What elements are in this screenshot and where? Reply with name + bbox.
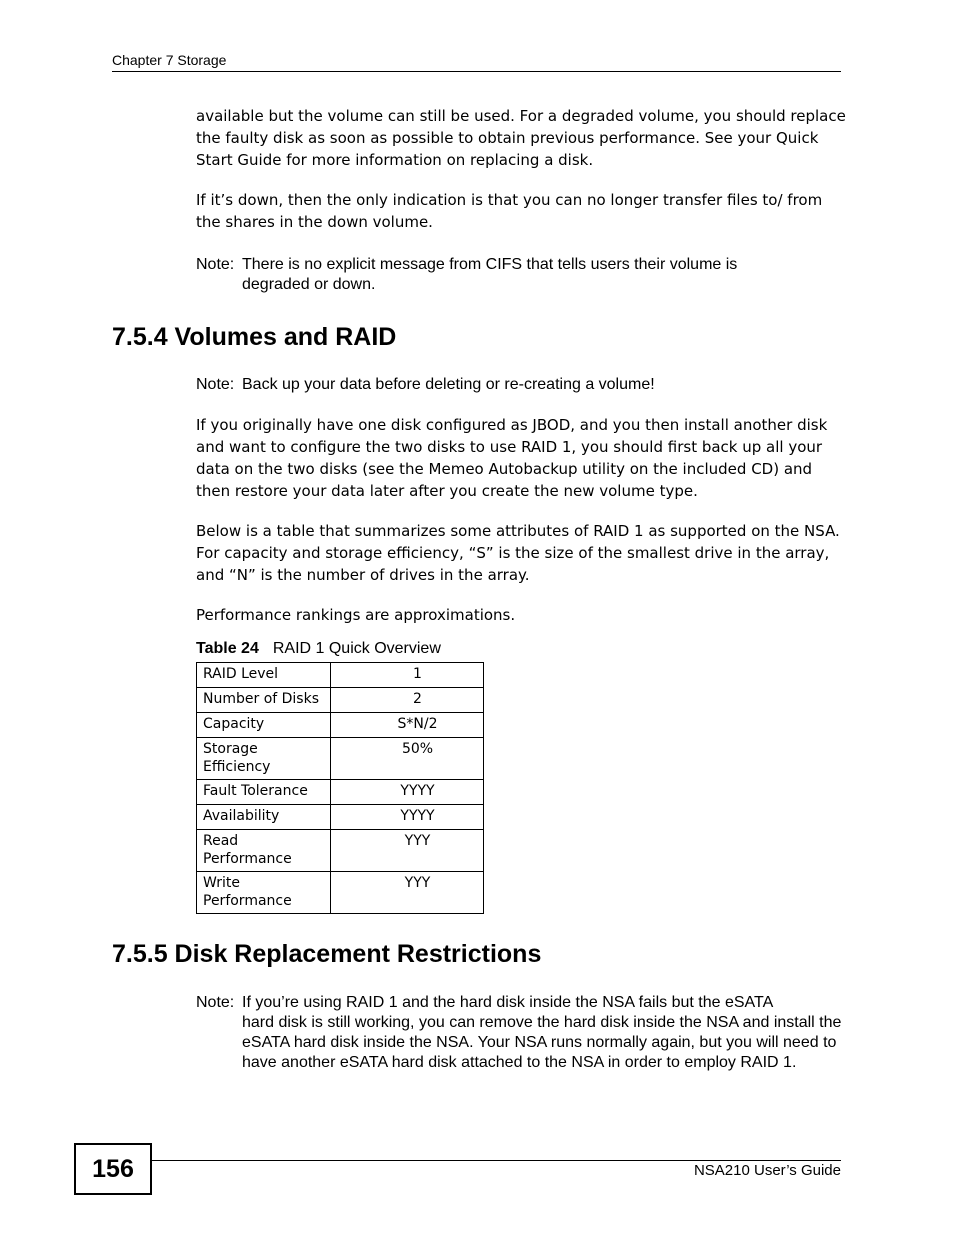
note-label: Note: — [196, 376, 235, 393]
paragraph-rankings: Performance rankings are approximations. — [196, 606, 516, 624]
table-row — [197, 663, 484, 688]
footer-guide-title: NSA210 User’s Guide — [693, 1162, 841, 1179]
section-heading-volumes-raid: 7.5.4 Volumes and RAID — [112, 323, 397, 351]
page-number: 156 — [74, 1143, 152, 1195]
table-caption — [196, 640, 441, 658]
table-cell-label: Capacity — [197, 713, 331, 738]
note-line: There is no explicit message from CIFS that tells users their volume is — [242, 256, 738, 273]
table-row — [197, 830, 484, 872]
table-cell-label: Fault Tolerance — [197, 780, 331, 805]
note-line: If you’re using RAID 1 and the hard disk inside the NSA fails but the eSATA — [242, 994, 774, 1011]
table-cell-value: 2 — [331, 688, 484, 713]
table-cell-label: Read Performance — [197, 830, 331, 872]
intro-paragraph-down: If it’s down, then the only indication is that you can no longer transfer files to/ from the shares in the down volume. — [196, 191, 823, 231]
table-cell-label: Availability — [197, 805, 331, 830]
table-cell-value: YYY — [331, 872, 484, 914]
table-row — [197, 713, 484, 738]
table-cell-label: Number of Disks — [197, 688, 331, 713]
table-row — [197, 805, 484, 830]
paragraph-raid-summary: Below is a table that summarizes some attributes of RAID 1 as supported on the NSA. For capacity and storage efficiency, “S” is the size of the smallest drive in the array, and “N” is the number of drives in the array. — [196, 522, 840, 584]
table-cell-value: YYYY — [331, 805, 484, 830]
footer-divider — [152, 1160, 841, 1161]
paragraph-jbod: If you originally have one disk configured as JBOD, and you then install another disk and want to configure the two disks to use RAID 1, you should first back up all your data on the two disks (see the Memeo Autobackup utility on the included CD) and then restore your data later after you create the new volume type. — [196, 416, 828, 500]
note-label: Note: — [196, 256, 235, 273]
note-line: degraded or down. — [242, 276, 376, 293]
note-line: Back up your data before deleting or re-creating a volume! — [242, 376, 655, 393]
table-cell-value: S*N/2 — [331, 713, 484, 738]
table-row — [197, 780, 484, 805]
table-row — [197, 688, 484, 713]
table-caption-label: Table 24 — [196, 640, 259, 657]
table-cell-value: YYY — [331, 830, 484, 872]
table-row — [197, 738, 484, 780]
table-cell-label: Write Performance — [197, 872, 331, 914]
table-cell-value: 50% — [331, 738, 484, 780]
section-heading-disk-replacement: 7.5.5 Disk Replacement Restrictions — [112, 940, 542, 968]
table-cell-label: Storage Efficiency — [197, 738, 331, 780]
table-row — [197, 872, 484, 914]
table-caption-title: RAID 1 Quick Overview — [272, 640, 441, 657]
table-cell-value: 1 — [331, 663, 484, 688]
raid1-overview-table — [196, 662, 484, 914]
table-cell-label: RAID Level — [197, 663, 331, 688]
note-cifs — [196, 255, 846, 295]
intro-paragraph-degraded: available but the volume can still be used. For a degraded volume, you should replace the faulty disk as soon as possible to obtain previous performance. See your Quick Start Guide for more information on replacing a disk. — [196, 107, 846, 169]
note-continuation: hard disk is still working, you can remove the hard disk inside the NSA and install the eSATA hard disk inside the NSA. Your NSA runs normally again, but you will need to have another eSATA hard disk attached to the NSA in order to employ RAID 1. — [242, 1014, 842, 1071]
table-cell-value: YYYY — [331, 780, 484, 805]
note-esata — [196, 993, 846, 1073]
running-head: Chapter 7 Storage — [112, 52, 227, 68]
header-divider — [112, 71, 841, 72]
note-label: Note: — [196, 994, 235, 1011]
